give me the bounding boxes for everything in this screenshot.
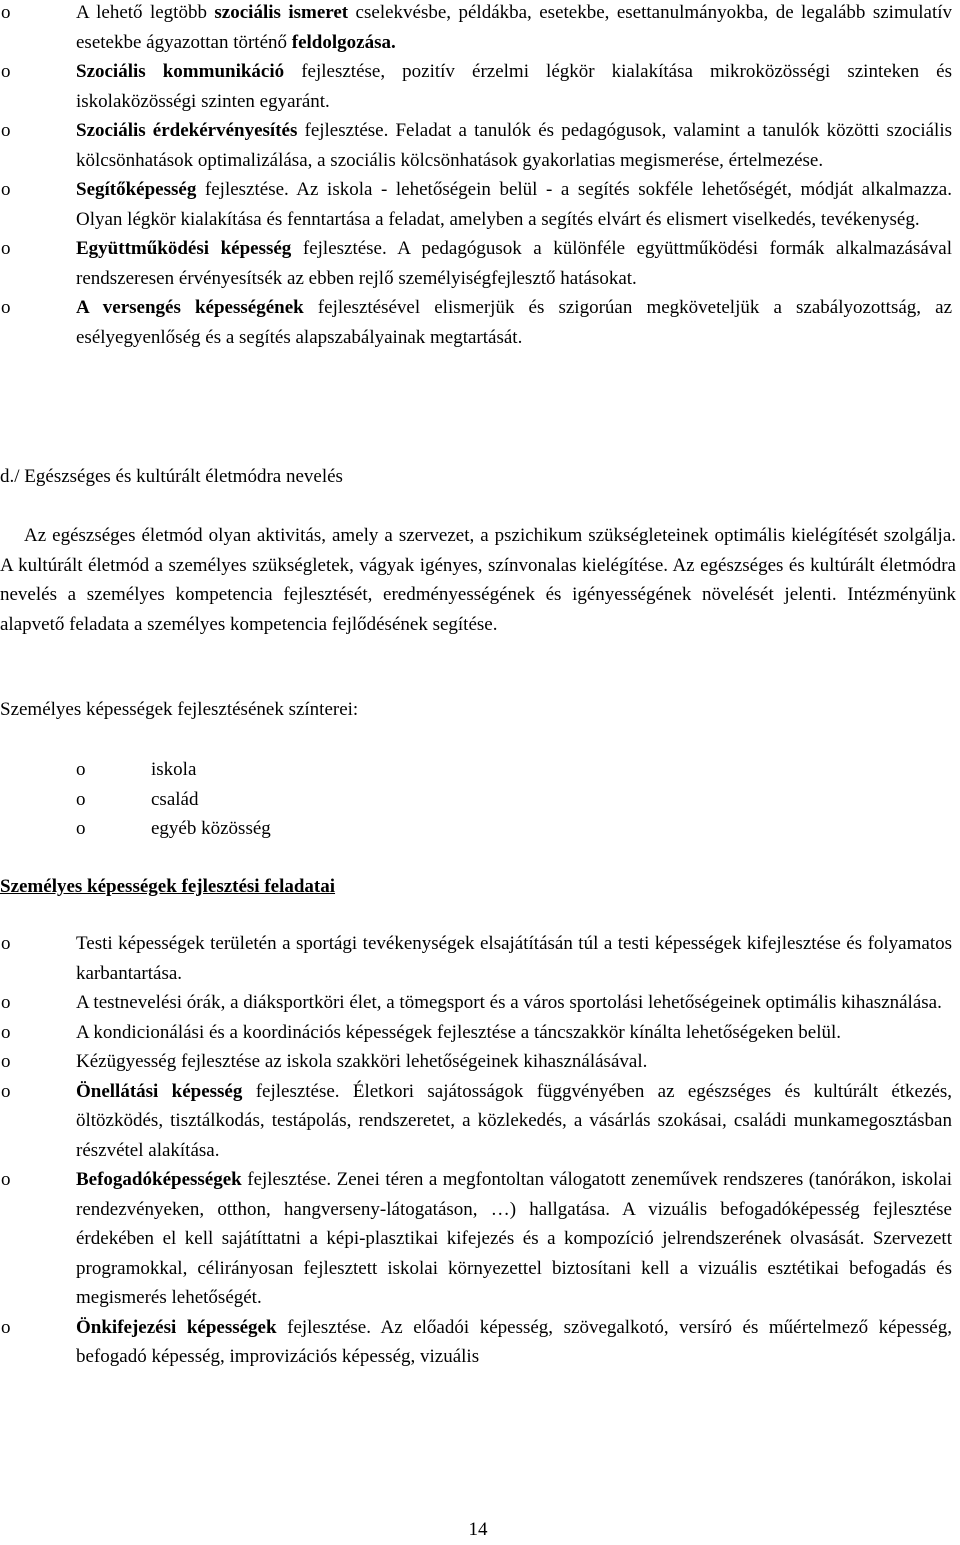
social-skills-list	[0, 0, 956, 352]
tasks-heading-block	[0, 872, 956, 902]
scene-label: egyéb közösség	[151, 818, 271, 839]
text-run: fejlesztése. Zenei téren a megfontoltan válogatott zeneművek rendszeres (tanórákon, iskolai rendezvényeken, otthon, hangverseny-látogatáson, …) hallgatása. A vizuális befogadóképesség fejlesztése érdekében el kell sajátíttatni a képi-plasztikai kifejezés és a kompozíció jelrendszerének olvasását. Szervezett programokkal, célirányosan fejlesztett iskolai környezettel biztosítani kell a vizuális esztétikai befogadás és megismerés lehetőségét.	[76, 1169, 952, 1308]
text-run: fejlesztése. Feladat a tanulók és pedagógusok, valamint a tanulók közötti szociális kölcsönhatások optimalizálása, a szociális kölcsönhatások gyakorlatias megismerése, értelmezése.	[76, 120, 952, 171]
bold-text: Önellátási képesség	[76, 1080, 243, 1102]
bold-text: feldolgozása.	[291, 31, 396, 53]
bold-text: A versengés képességének	[76, 297, 304, 318]
text-run: A lehető legtöbb	[76, 2, 215, 23]
bullet-icon: o	[1, 297, 11, 318]
list-item	[0, 1077, 956, 1166]
bullet-icon: o	[1, 61, 11, 82]
section-title: d./ Egészséges és kultúrált életmódra nevelés	[0, 466, 343, 487]
scenes-label: Személyes képességek fejlesztésének színterei:	[0, 699, 359, 720]
bullet-icon: o	[76, 788, 86, 810]
bullet-icon: o	[1, 1021, 11, 1043]
list-item	[0, 57, 956, 116]
bullet-icon: o	[1, 1169, 11, 1190]
text-run: fejlesztésével elismerjük és szigorúan megköveteljük a szabályozottság, az esélyegyenlőség és a segítés alapszabályainak megtartását.	[76, 297, 953, 348]
list-item	[0, 293, 956, 352]
text-run: Kézügyesség fejlesztése az iskola szakköri lehetőségeinek kihasználásával.	[76, 1051, 648, 1072]
bold-text: Szociális kommunikáció	[76, 61, 285, 82]
tasks-list-block	[0, 929, 956, 1372]
text-run: cselekvésbe, példákba, esetekbe, esettanulmányokba, de legalább szimulatív esetekbe ágyazottan történő	[76, 2, 953, 53]
bold-text: Együttműködési képesség	[76, 238, 292, 259]
text-run: A testnevelési órák, a diáksportköri élet, a tömegsport és a város sportolási lehetőségeinek optimális kihasználása.	[76, 992, 942, 1013]
list-item	[0, 116, 956, 175]
list-item	[0, 1165, 956, 1313]
text-run: fejlesztése. Életkori sajátosságok függvényében az egészséges és kultúrált étkezés, öltözködés, tisztálkodás, testápolás, rendszeretet, a közlekedés, a vásárlás szokásai, családi munkamegosztásban részvétel alakítása.	[76, 1080, 952, 1161]
bullet-icon: o	[76, 818, 86, 839]
bold-text: szociális ismeret	[214, 2, 349, 23]
text-run: A kondicionálási és a koordinációs képességek fejlesztése a táncszakkör kínálta lehetőségeken belül.	[76, 1021, 842, 1043]
bullet-icon: o	[1, 120, 11, 141]
intro-paragraph: Az egészséges életmód olyan aktivitás, amely a szervezet, a pszichikum szükségleteinek optimális kielégítését szolgálja. A kultúrált életmód a személyes szükségletek, vágyak igényes, színvonalas kielégítése. Az egészséges és kultúrált életmódra nevelés a személyes kompetencia fejlesztését, eredményességének és igényességének növelését jelenti. Intézményünk alapvető feladata a személyes kompetencia fejlődésének segítése.	[0, 525, 956, 635]
list-item	[0, 929, 956, 988]
list-item	[0, 1047, 956, 1077]
bullet-icon: o	[1, 1051, 11, 1072]
text-run: fejlesztése. Az iskola - lehetőségein belül - a segítés sokféle lehetőségét, módját alkalmazza. Olyan légkör kialakítása és fenntartása a feladat, amelyben a segítés elvárt és elismert viselkedés, tevékenység.	[76, 179, 952, 230]
section-d-body	[0, 521, 956, 639]
bullet-list	[0, 0, 956, 352]
bullet-icon: o	[1, 179, 11, 200]
bold-text: Szociális érdekérvényesítés	[76, 120, 298, 141]
text-run: fejlesztése. A pedagógusok a különféle együttműködési formák alkalmazásával rendszeresen érvényesítsék az ebben rejlő személyiségfejlesztő hatásokat.	[76, 238, 953, 289]
bullet-icon: o	[1, 1316, 11, 1338]
bullet-icon: o	[1, 992, 11, 1013]
scenes-list-block	[0, 755, 956, 844]
scene-label: család	[151, 788, 199, 810]
list-item	[0, 175, 956, 234]
tasks-heading: Személyes képességek fejlesztési feladatai	[0, 876, 336, 897]
list-item	[0, 0, 956, 57]
scene-label: iskola	[151, 759, 197, 780]
bullet-icon: o	[1, 933, 11, 954]
tasks-list	[0, 929, 956, 1372]
bullet-icon: o	[1, 238, 11, 259]
list-item	[0, 988, 956, 1018]
section-d	[0, 462, 956, 492]
bullet-icon: o	[1, 1080, 11, 1102]
text-run: fejlesztése, pozitív érzelmi légkör kialakítása mikroközösségi szinteken és iskolaközösségi szinten egyaránt.	[76, 61, 953, 112]
text-run: Testi képességek területén a sportági tevékenységek elsajátításán túl a testi képességek kifejlesztése és folyamatos karbantartása.	[76, 933, 952, 984]
scene-item	[0, 785, 956, 815]
list-item	[0, 1018, 956, 1048]
bold-text: Segítőképesség	[76, 179, 197, 200]
scene-item	[0, 814, 956, 844]
scenes-list	[0, 755, 956, 844]
scene-item	[0, 755, 956, 785]
bold-text: Önkifejezési képességek	[76, 1316, 277, 1338]
list-item	[0, 1313, 956, 1372]
page-number: 14	[468, 1519, 488, 1540]
scenes-block	[0, 695, 956, 725]
bold-text: Befogadóképességek	[76, 1169, 242, 1190]
bullet-icon: o	[1, 2, 11, 23]
bullet-icon: o	[76, 759, 86, 780]
list-item	[0, 234, 956, 293]
text-run: fejlesztése. Az előadói képesség, szövegalkotó, versíró és műértelmező képesség, befogadó képesség, improvizációs képesség, vizuális	[76, 1316, 952, 1367]
